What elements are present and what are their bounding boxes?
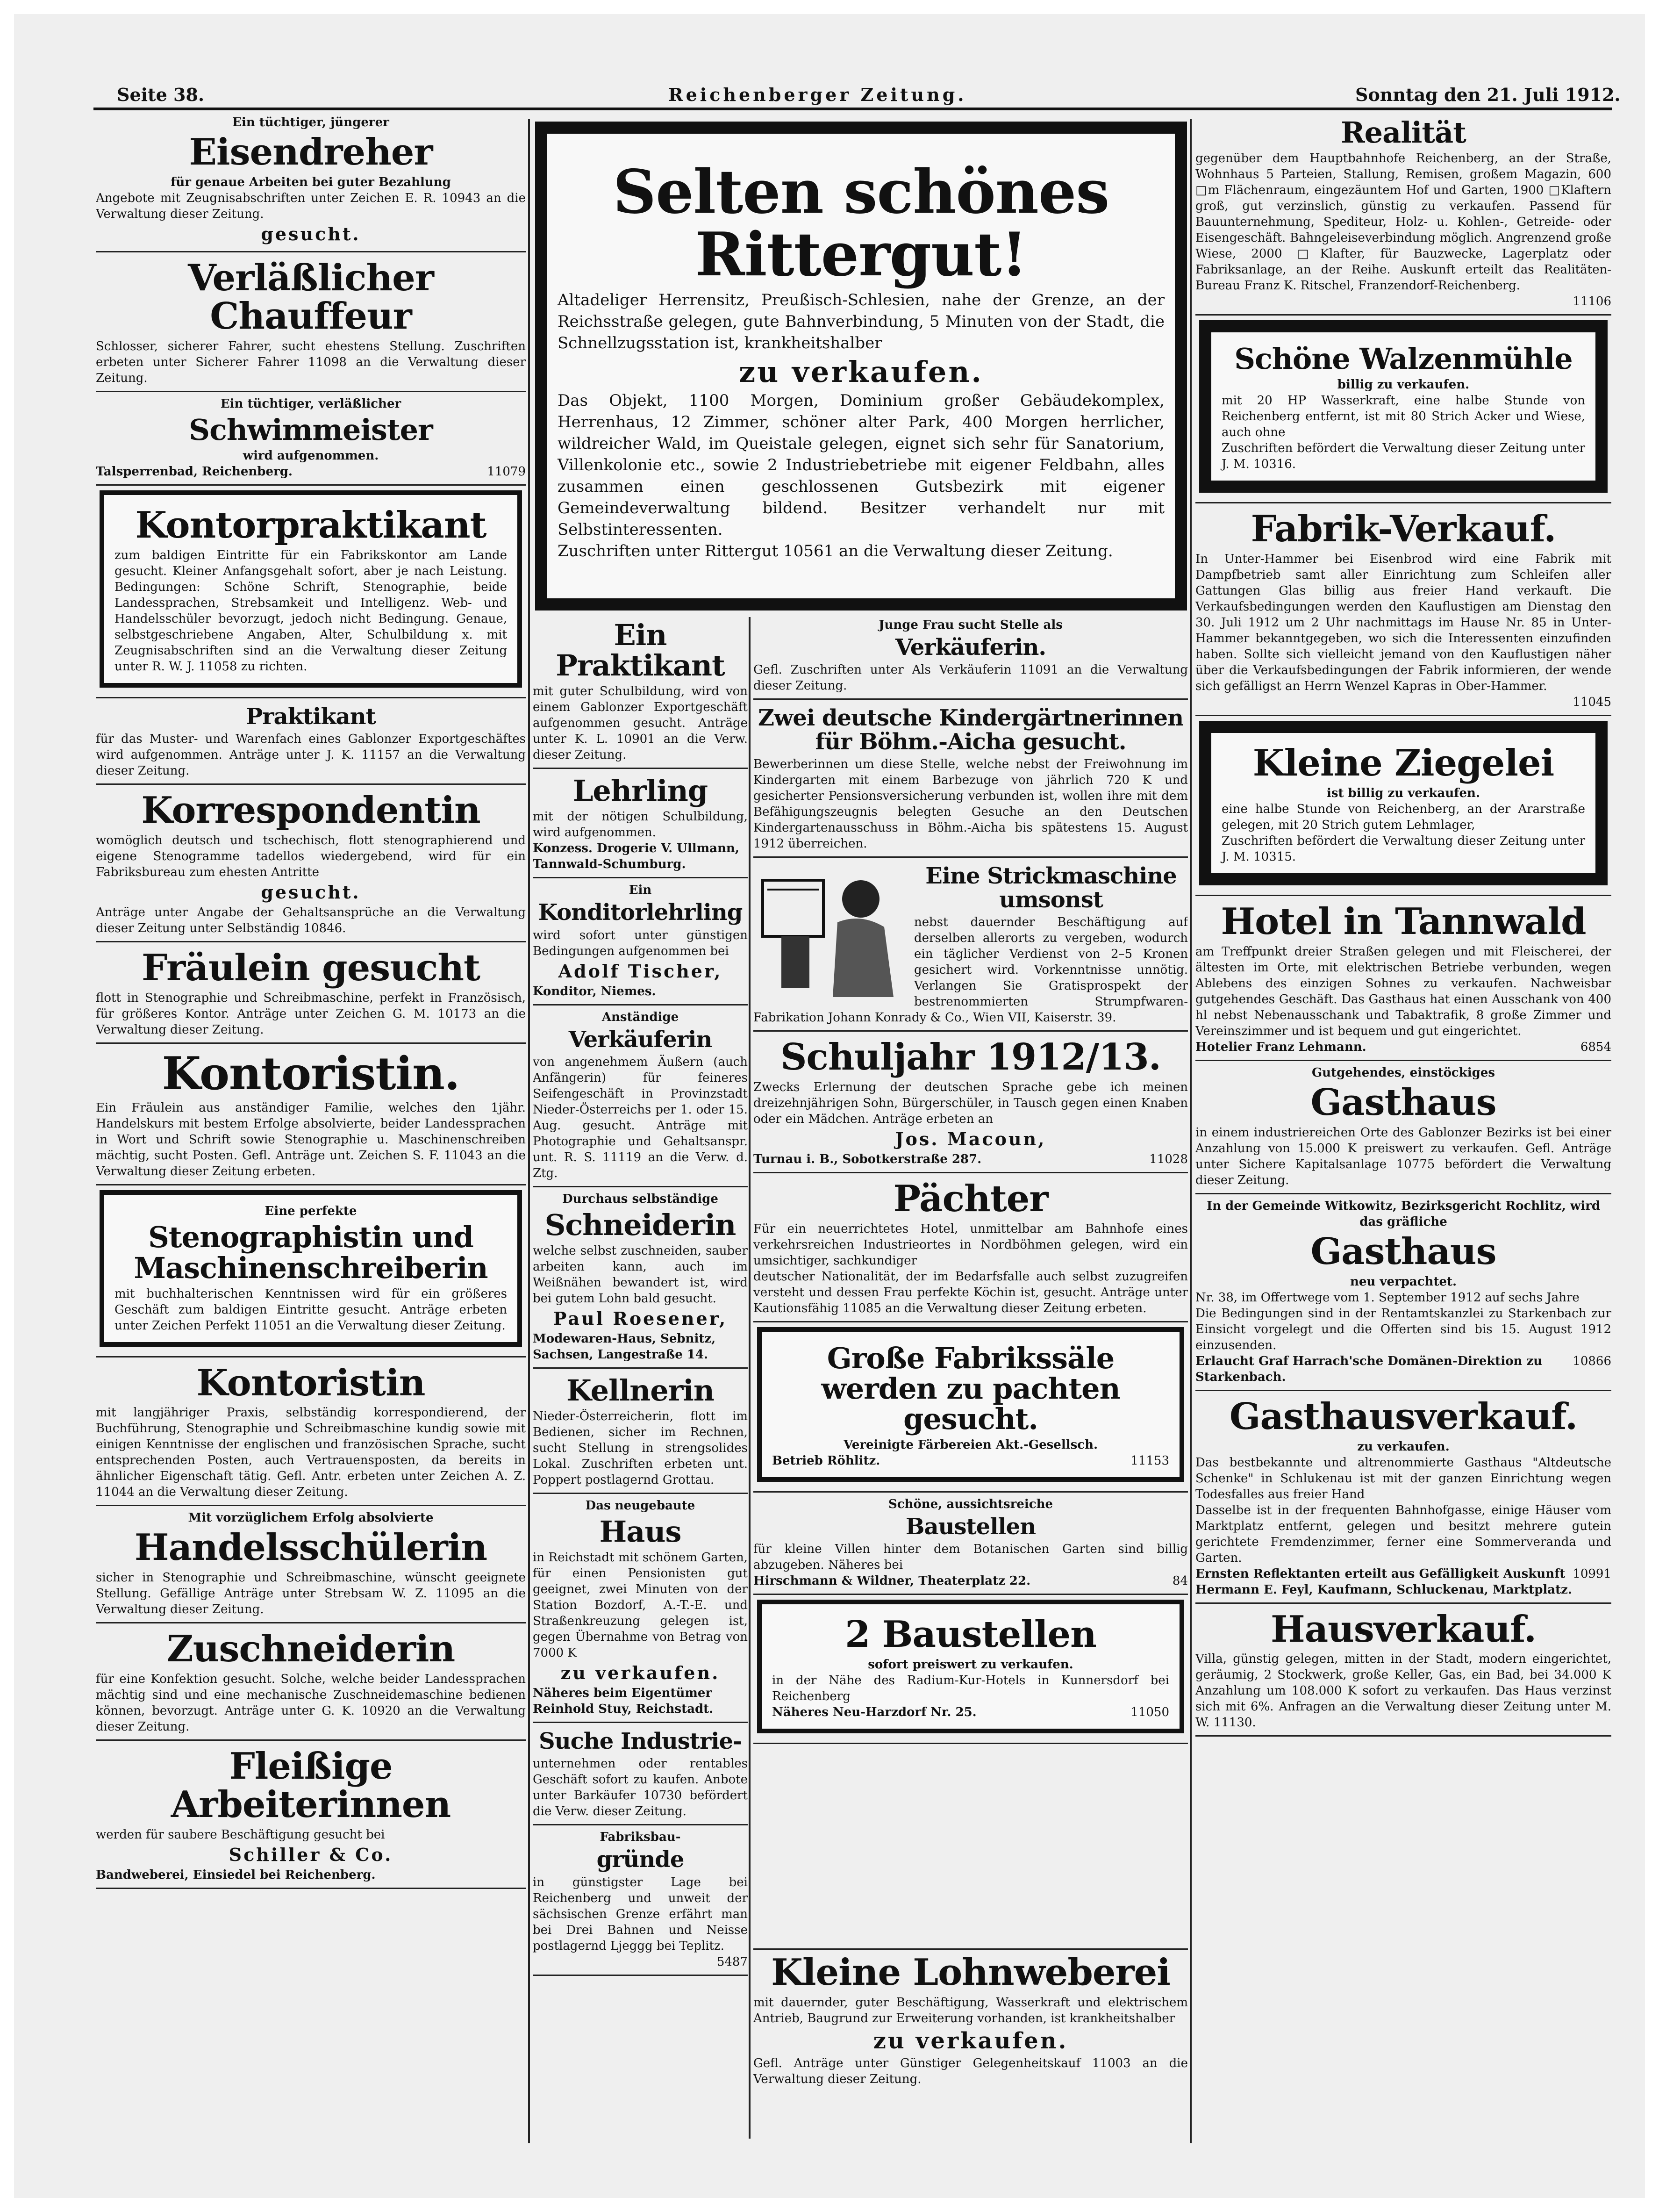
ad-title: Fabrik-Verkauf. [1251, 508, 1556, 551]
ad-footer: Konditor, Niemes. [533, 984, 656, 998]
ad-title: 2 Baustellen [845, 1613, 1096, 1656]
ad-body: Bewerberinnen um diese Stelle, welche nebst der Freiwohnung im Kindergarten mit einem Barbezuge von jährlich 720 K und gesicherter Pensionsversicherung verbunden ist, wollen ihre mit dem Befähigungszeugnis belegten Gesuche an den Deutschen Kindergartenausschuss in Böhm.-Aicha bis spätestens 15. August 1912 überreichen. [753, 757, 1188, 851]
ad-separator [753, 1594, 1188, 1595]
ad-footer-row [772, 1704, 1169, 1720]
ad-body: wird sofort unter günstigen Bedingungen aufgenommen bei [533, 928, 748, 958]
classified-ad [96, 946, 526, 1038]
ad-separator [533, 1824, 748, 1825]
ad-subtitle: zu verkaufen. [739, 354, 983, 389]
ad-body: in einem industriereichen Orte des Gablonzer Bezirks ist bei einer Anzahlung von 15.000 K preiswert zu verkaufen. Gefl. Anträge unter Sichere Kapitalsanlage 10775 befördert die Verwaltung dieser Zeitung. [1195, 1125, 1611, 1187]
ad-title: Baustellen [905, 1513, 1036, 1540]
ad-reference-number: 11050 [1130, 1705, 1169, 1720]
ad-body-2: Dasselbe ist in der frequenten Bahnhofgasse, einige Häuser vom Marktplatz entfernt, gelegen und besitzt mehrere gutein gerichtete Fremdenzimmer, ferner eine Sommerveranda und Garten. [1195, 1503, 1611, 1565]
issue-date: Sonntag den 21. Juli 1912. [1355, 84, 1621, 105]
ad-separator [533, 1186, 748, 1187]
ad-subtitle: sofort preiswert zu verkaufen. [868, 1658, 1073, 1672]
ad-title: Selten schönes Rittergut! [613, 157, 1109, 290]
ad-body: Ein Fräulein aus anständiger Familie, welches den 1jähr. Handelskurs mit bestem Erfolge absolvierte, beider Landessprachen in Wort und Schrift sowie Stenographie u. Maschinenschreiben mächtig, sucht Posten. Gefl. Anträge unt. Zeichen S. F. 11043 an die Verwaltung dieser Zeitung erbeten. [96, 1101, 526, 1179]
classified-ad [96, 1048, 526, 1180]
classified-ad [753, 617, 1188, 694]
classified-ad [96, 1510, 526, 1617]
ad-separator [533, 1722, 748, 1723]
ad-footer-row [96, 1867, 526, 1883]
ad-footer-row [753, 1151, 1188, 1167]
knitting-machine-illustration [753, 862, 908, 1002]
ad-title: Ein Praktikant [556, 618, 725, 683]
ad-body: zum baldigen Eintritte für ein Fabrikskontor am Lande gesucht. Kleiner Anfangsgehalt sofort, aber je nach Leistung. Bedingungen: Schöne Schrift, Stenographie, beide Landessprachen, Strebsamkeit und Intelligenz. Web- und Handelsschüler bevorzugt, jedoch nicht Bedingung. Genaue, selbstgeschriebene Angaben, Alter, Schulbildung x. mit Zeugnisabschriften sind an die Verwaltung dieser Zeitung unter R. W. J. 11058 zu richten. [114, 548, 507, 674]
classified-ad [96, 396, 526, 480]
ad-body: werden für saubere Beschäftigung gesucht bei [96, 1828, 385, 1842]
ad-body: Schlosser, sicherer Fahrer, sucht ehestens Stellung. Zuschriften erbeten unter Sicherer Fahrer 11098 an die Verwaltung dieser Zeitung. [96, 339, 526, 385]
ad-body: Angebote mit Zeugnisabschriften unter Zeichen E. R. 10943 an die Verwaltung dieser Zeitung. [96, 191, 526, 221]
ad-footer-row [533, 984, 748, 999]
classified-ad [96, 115, 526, 246]
classified-ad [533, 1498, 748, 1717]
ad-title: Pächter [893, 1177, 1048, 1220]
ad-reference-number: 10866 [1573, 1354, 1611, 1368]
ad-separator [96, 783, 526, 785]
ad-highlight: gesucht. [261, 881, 361, 903]
ad-body: welche selbst zuschneiden, sauber arbeiten kann, auch im Weißnähen bewandert ist, wird bei gutem Lohn bald gesucht. [533, 1244, 748, 1306]
ad-title: Kleine Lohnweberei [771, 1951, 1170, 1994]
ad-separator [96, 484, 526, 486]
ad-body: flott in Stenographie und Schreibmaschine, perfekt in Französisch, für größeres Kontor. Anträge unter Zeichen G. M. 10173 an die Verwaltung dieser Zeitung. [96, 991, 526, 1037]
ad-kicker: Eine perfekte [265, 1204, 357, 1219]
ad-title: Schuljahr 1912/13. [780, 1035, 1161, 1078]
column-divider [528, 119, 530, 2143]
ad-body: Das bestbekannte und altrenommierte Gasthaus "Altdeutsche Schenke" in Schlukenau ist mit der ganzen Einrichtung wegen Todesfalles aus freier Hand [1195, 1455, 1611, 1501]
ad-reference-number: 6854 [1580, 1040, 1611, 1054]
ad-title: Hausverkauf. [1270, 1608, 1537, 1651]
ad-separator [96, 697, 526, 698]
ad-kicker: Ein [629, 883, 652, 898]
ad-body: von angenehmem Äußern (auch Anfängerin) für feineres Seifengeschäft in Provinzstadt Nieder-Österreichs per 1. oder 15. Aug. gesucht. Anträge mit Photographie und Gehaltsanspr. unt. R. S. 11119 an die Verw. d. Ztg. [533, 1055, 748, 1180]
ad-title: Schöne Walzenmühle [1234, 342, 1573, 376]
ad-separator [1195, 314, 1611, 316]
ad-title: Suche Industrie- [539, 1728, 742, 1755]
ad-separator [96, 1505, 526, 1506]
ad-highlight: Adolf Tischer, [558, 960, 722, 982]
ad-body: mit 20 HP Wasserkraft, eine halbe Stunde von Reichenberg entfernt, ist mit 80 Strich Acker und Wiese, auch ohne [1222, 394, 1585, 440]
ad-subtitle: ist billig zu verkaufen. [1326, 786, 1480, 800]
ad-footer: Erlaucht Graf Harrach'sche Domänen-Direktion zu Starkenbach. [1195, 1354, 1543, 1384]
ad-footer: Modewaren-Haus, Sebnitz, Sachsen, Langestraße 14. [533, 1331, 716, 1362]
header-rule [93, 108, 1612, 110]
classified-ad [1195, 900, 1611, 1055]
ad-footer: Näheres beim Eigentümer Reinhold Stuy, Reichstadt. [533, 1686, 714, 1716]
ad-kicker: Das neugebaute [585, 1499, 695, 1513]
ad-body: Altadeliger Herrensitz, Preußisch-Schlesien, nahe der Grenze, an der Reichsstraße gelegen, gute Bahnverbindung, 5 Minuten von der Stadt, die Schnellzugsstation ist, krankheitshalber [558, 290, 1165, 352]
ad-separator [96, 1184, 526, 1185]
ad-title: Kleine Ziegelei [1252, 742, 1554, 785]
newspaper-title: Reichenberger Zeitung. [668, 84, 967, 105]
ad-footer: Ernsten Reflektanten erteilt aus Gefälligkeit Auskunft Hermann E. Feyl, Kaufmann, Schluckenau, Marktplatz. [1195, 1566, 1572, 1597]
ad-kicker: Fabriksbau- [600, 1830, 681, 1845]
ad-footer: Betrieb Röhlitz. [772, 1453, 880, 1468]
ad-separator [753, 1321, 1188, 1322]
ad-footer: Hotelier Franz Lehmann. [1195, 1040, 1366, 1054]
ad-body: In Unter-Hammer bei Eisenbrod wird eine Fabrik mit Dampfbetrieb samt aller Einrichtung zum Schleifen aller Gattungen Glas billig aus freier Hand verkauft. Die Verkaufsbedingungen werden den Kauflustigen am Dienstag den 30. Juli 1912 um 2 Uhr nachmittags im Hause Nr. 85 in Unter-Hammer bekanntgegeben, wo sich die Interessenten einzufinden haben. Sollte sich vielleicht jemand von den Kauflustigen näher über die Verkaufsbedingungen der Fabrik informieren, der wende sich gefälligst an Herrn Wenzel Kapras in Ober-Hammer. [1195, 552, 1611, 694]
ad-title: Konditorlehrling [538, 899, 743, 926]
classified-ad [1199, 320, 1608, 493]
ad-body: Nieder-Österreicherin, flott im Bedienen, sicher im Rechnen, sucht Stellung in strengsolides Lokal. Zuschriften erbeten unt. Poppert postlagernd Grottau. [533, 1409, 748, 1487]
ad-title: Fräulein gesucht [141, 946, 480, 989]
ad-title: gründe [596, 1846, 684, 1873]
ad-kicker: Durchaus selbständige [562, 1192, 718, 1206]
ad-subtitle: für genaue Arbeiten bei guter Bezahlung [171, 175, 451, 189]
ad-highlight: zu verkaufen. [560, 1662, 720, 1684]
ad-separator [96, 1042, 526, 1044]
ad-title: Eisendreher [189, 131, 433, 173]
ad-body: Zwecks Erlernung der deutschen Sprache gebe ich meinen dreizehnjährigen Sohn, Bürgerschüler, in Tausch gegen einen Knaben oder ein Mädchen. Anträge erbeten an [753, 1080, 1188, 1126]
ad-separator [96, 1888, 526, 1889]
ad-footer: Konzess. Drogerie V. Ullmann, Tannwald-Schumburg. [533, 841, 739, 872]
ad-body: Für ein neuerrichtetes Hotel, unmittelbar am Bahnhofe eines verkehrsreichen Industrieortes in Nordböhmen gelegen, wird ein umsichtiger, sachkundiger [753, 1221, 1188, 1268]
ad-footer-row [533, 1331, 748, 1363]
classified-ad [96, 1361, 526, 1501]
ad-kicker: Ein tüchtiger, jüngerer [232, 115, 389, 129]
ad-body: für kleine Villen hinter dem Botanischen Garten sind billig abzugeben. Näheres bei [753, 1542, 1188, 1573]
ad-title: Kontoristin [196, 1361, 425, 1404]
classified-ad [533, 617, 748, 763]
ad-body: für eine Konfektion gesucht. Solche, welche beider Landessprachen mächtig sind und eine mechanische Zuschneidemaschine bedienen können, bevorzugt. Anträge unter G. K. 10920 an die Verwaltung dieser Zeitung. [96, 1672, 526, 1734]
page-number: Seite 38. [117, 84, 205, 105]
ad-body-2: Anträge unter Angabe der Gehaltsansprüche an die Verwaltung dieser Zeitung unter Selbständig 10846. [96, 905, 526, 935]
ad-title: Eine Strickmaschine umsonst [925, 863, 1177, 913]
ad-separator [96, 941, 526, 942]
ad-body: Villa, günstig gelegen, mitten in der Stadt, modern eingerichtet, geräumig, 2 Stockwerk, große Keller, Gas, ein Bad, bei 34.000 K Anzahlung um 108.000 K sofort zu verkaufen. Das Haus verzinst sich mit 6%. Anfragen an die Verwaltung dieser Zeitung unter M. W. 11130. [1195, 1652, 1611, 1730]
ad-title: Zuschneiderin [166, 1628, 455, 1671]
classified-ad [753, 704, 1188, 852]
ad-title: Schneiderin [544, 1207, 736, 1242]
ad-footer: Näheres Neu-Harzdorf Nr. 25. [772, 1705, 977, 1720]
ad-body: sicher in Stenographie und Schreibmaschine, wünscht geeignete Stellung. Gefällige Anträge unter Strebsam W. Z. 11095 an die Verwaltung dieser Zeitung. [96, 1571, 526, 1617]
column-1 [96, 115, 526, 2139]
ad-separator [533, 877, 748, 878]
ad-separator [96, 1622, 526, 1623]
classified-ad [533, 882, 748, 999]
ad-kicker: Gutgehendes, einstöckiges [1311, 1065, 1495, 1080]
column-4 [1195, 115, 1611, 2139]
ad-footer-row [753, 1573, 1188, 1589]
ad-kicker: Schöne, aussichtsreiche [888, 1497, 1053, 1511]
ad-highlight: Paul Roesener, [553, 1308, 728, 1329]
classified-ad [753, 1496, 1188, 1589]
classified-ad [96, 256, 526, 386]
ad-separator [96, 1356, 526, 1357]
ad-reference-number: 11045 [1573, 695, 1611, 710]
ad-reference-number: 11153 [1130, 1453, 1169, 1468]
ad-subtitle: Vereinigte Färbereien Akt.-Gesellsch. [843, 1437, 1098, 1452]
ad-subtitle: neu verpachtet. [1350, 1274, 1457, 1289]
ad-footer: Talsperrenbad, Reichenberg. [96, 464, 293, 479]
classified-ad [533, 1372, 748, 1488]
rittergut-ad [535, 122, 1187, 612]
classified-ad [1195, 507, 1611, 710]
ad-title: Handelsschülerin [134, 1526, 487, 1569]
ad-title: Stenographistin und Maschinenschreiberin [134, 1220, 488, 1285]
ad-kicker: In der Gemeinde Witkowitz, Bezirksgericht Rochlitz, wird das gräfliche [1206, 1199, 1601, 1229]
classified-ad [96, 1745, 526, 1883]
ad-footer-row [1195, 1566, 1611, 1598]
ad-separator [533, 1367, 748, 1369]
ad-body: am Treffpunkt dreier Straßen gelegen und mit Fleischerei, der ältesten im Orte, mit elektrischen Betriebe verbunden, wegen Ablebens des einzigen Sohnes zu verkaufen. Nachweisbar gutgehendes Geschäft. Das Gasthaus hat einen Ausschank von 400 hl nebst Nebenausschank und Tabaktrafik, 8 große Zimmer und Vereinszimmer und ist bequem und gut eingerichtet. [1195, 944, 1611, 1038]
ad-title: Hotel in Tannwald [1221, 900, 1586, 943]
ad-body: für das Muster- und Warenfach eines Gablonzer Exportgeschäftes wird aufgenommen. Anträge unter J. K. 11157 an die Verwaltung dieser Zeitung. [96, 732, 526, 778]
ad-footer-row [96, 464, 526, 480]
ad-separator [96, 251, 526, 252]
ad-reference-number: 11028 [1149, 1152, 1188, 1166]
ad-body: gegenüber dem Hauptbahnhofe Reichenberg, an der Straße, Wohnhaus 5 Parteien, Stallung, Remisen, großem Magazin, 600 □m Flächenraum, eingezäuntem Hof und Garten, 1900 □Klaftern groß, gut verzinslich, günstig zu verkaufen. Passend für Bauunternehmung, Spediteur, Holz- u. Kohlen-, Getreide- oder Eisengeschäft. Bahngeleiseverbindung möglich. Angrenzend große Wiese, 2000 □Klafter, für Bauzwecke, Lagerplatz oder Fabriksanlage, an der Reihe. Auskunft erteilt das Realitäten-Bureau Franz K. Ritschel, Franzendorf-Reichenberg. [1195, 151, 1611, 293]
ad-title: Zwei deutsche Kindergärtnerinnen für Böhm.-Aicha gesucht. [758, 705, 1183, 755]
ad-title: Lehrling [572, 774, 708, 808]
ad-separator [1195, 1735, 1611, 1737]
ad-reference-number: 11106 [1573, 294, 1611, 309]
ad-title: Kontorpraktikant [135, 503, 486, 546]
ad-body-3: Zuschriften unter Rittergut 10561 an die Verwaltung dieser Zeitung. [558, 541, 1113, 560]
ad-separator [753, 1030, 1188, 1032]
classified-ad [753, 1035, 1188, 1167]
ad-footer: Turnau i. B., Sobotkerstraße 287. [753, 1152, 982, 1166]
ad-title: Verkäuferin [568, 1026, 712, 1053]
column-divider [749, 617, 751, 2139]
ad-body: mit der nötigen Schulbildung, wird aufgenommen. [533, 810, 748, 840]
ad-separator [96, 391, 526, 392]
ad-title: Kontoristin. [162, 1047, 460, 1100]
ad-highlight: gesucht. [261, 223, 361, 244]
classified-ad [533, 773, 748, 872]
ad-body: nebst dauernder Beschäftigung auf derselben allerorts zu vergeben, wodurch ein täglicher Verdienst von 2–5 Kronen gesichert wird. Vorkenntnisse unnötig. Verlangen Sie Gratisprospekt der bestrenommierten Strumpfwaren-Fabrikation Johann Konrady & Co., Wien VII, Kaiserstr. 39. [753, 915, 1188, 1025]
classified-ad [757, 1327, 1184, 1482]
classified-ad [757, 1600, 1184, 1733]
ad-separator [1195, 1193, 1611, 1194]
ad-body: mit buchhalterischen Kenntnissen wird für ein größeres Geschäft zum baldigen Eintritte gesucht. Anträge erbeten unter Zeichen Perfekt 11051 an die Verwaltung dieser Zeitung. [114, 1286, 507, 1333]
ad-title: Haus [599, 1515, 681, 1549]
ad-title: Realität [1341, 115, 1466, 150]
classified-ad [96, 702, 526, 779]
ad-title: Korrespondentin [141, 789, 480, 832]
ad-body-2: Zuschriften befördert die Verwaltung dieser Zeitung unter J. M. 10316. [1222, 441, 1585, 472]
column-3 [753, 617, 1188, 1940]
ad-reference-number: 84 [1172, 1574, 1188, 1588]
ad-highlight: Jos. Macoun, [895, 1128, 1046, 1149]
ad-body-2: deutscher Nationalität, der im Bedarfsfalle auch selbst zuzugreifen versteht und dessen Frau perfekte Köchin ist, gesucht. Anträge unter Kautionsfähig 11085 an die Verwaltung dieser Zeitung erbeten. [753, 1269, 1188, 1315]
ad-body-2: Das Objekt, 1100 Morgen, Dominium großer Gebäudekomplex, Herrenhaus, 12 Zimmer, schöner alter Park, 400 Morgen herrlicher, wildreicher Wald, im Queistale gelegen, eignet sich sehr für Sanatorium, Villenkolonie etc., sowie 2 Industriebetriebe mit eigener Feldbahn, alles zusammen einen geschlossenen Gutsbezirk mit eigener Gemeindeverwaltung bildend. Besitzer verhandelt nur mit Selbstinteressenten. [558, 391, 1165, 539]
lohnweberei-ad [753, 1945, 1188, 2141]
ad-title: Gasthaus [1310, 1230, 1496, 1273]
ad-subtitle: zu verkaufen. [873, 2027, 1068, 2054]
classified-ad [533, 1727, 748, 1819]
ad-subtitle: wird aufgenommen. [243, 448, 379, 463]
classified-ad [753, 862, 1188, 1026]
ad-body: in der Nähe des Radium-Kur-Hotels in Kunnersdorf bei Reichenberg [772, 1673, 1169, 1704]
classified-ad [100, 1190, 522, 1346]
column-divider [1190, 119, 1192, 2143]
ad-title: Praktikant [246, 703, 376, 730]
newspaper-page [14, 14, 1645, 2198]
classified-ad [1195, 1198, 1611, 1385]
ad-body: mit guter Schulbildung, wird von einem Gablonzer Exportgeschäft aufgenommen gesucht. Anträge unter K. L. 10901 an die Verw. dieser Zeitung. [533, 684, 748, 762]
ad-separator [533, 1493, 748, 1494]
ad-body: in Reichstadt mit schönem Garten, für einen Pensionisten gut geeignet, zwei Minuten von der Station Bozdorf, A.-T.-E. und Straßenkreuzung gelegen ist, gegen Übernahme von Betrag von 7000 K [533, 1551, 748, 1660]
ad-title: Fleißige Arbeiterinnen [171, 1745, 451, 1826]
classified-ad [533, 1009, 748, 1181]
ad-highlight: Schiller & Co. [229, 1844, 393, 1866]
ad-separator [533, 1004, 748, 1005]
classified-ad [96, 1627, 526, 1735]
ad-separator [533, 768, 748, 769]
ad-separator [753, 698, 1188, 700]
classified-ad [1195, 1395, 1611, 1598]
ad-reference-number: 5487 [716, 1954, 748, 1969]
ad-title: Verläßlicher Chauffeur [188, 256, 434, 338]
ad-separator [1195, 715, 1611, 716]
column-2 [533, 617, 748, 2139]
ad-footer: Hirschmann & Wildner, Theaterplatz 22. [753, 1574, 1031, 1588]
ad-kicker: Anständige [601, 1010, 679, 1024]
ad-footer-row [1195, 294, 1611, 309]
ad-footer-row [1195, 1353, 1611, 1385]
ad-separator [1195, 1602, 1611, 1604]
ad-footer-row [1195, 694, 1611, 710]
ad-title: Schwimmeister [189, 412, 433, 447]
classified-ad [533, 1191, 748, 1363]
ad-body: eine halbe Stunde von Reichenberg, an der Ararstraße gelegen, mit 20 Strich gutem Lehmlager, [1222, 802, 1585, 832]
ad-footer-row [533, 840, 748, 872]
classified-ad [100, 490, 522, 688]
classified-ad [96, 789, 526, 936]
classified-ad [1199, 721, 1608, 885]
ad-footer-row [533, 1954, 748, 1970]
ad-footer-row [533, 1685, 748, 1717]
ad-body: Nr. 38, im Offertwege vom 1. September 1912 auf sechs Jahre [1195, 1290, 1580, 1305]
classified-ad [533, 1829, 748, 1969]
ad-title: Verkäuferin. [895, 634, 1046, 661]
ad-separator [533, 1975, 748, 1976]
ad-separator [753, 1491, 1188, 1493]
classified-ad [753, 1177, 1188, 1316]
ad-separator [96, 1739, 526, 1741]
ad-kicker: Mit vorzüglichem Erfolg absolvierte [188, 1511, 434, 1525]
ad-reference-number: 10991 [1573, 1566, 1611, 1581]
ad-body: Gefl. Zuschriften unter Als Verkäuferin 11091 an die Verwaltung dieser Zeitung. [753, 663, 1188, 693]
ad-kicker: Ein tüchtiger, verläßlicher [220, 396, 401, 411]
ad-body-2: Zuschriften befördert die Verwaltung dieser Zeitung unter J. M. 10315. [1222, 833, 1585, 864]
ad-footer: Bandweberei, Einsiedel bei Reichenberg. [96, 1867, 376, 1882]
ad-footer-row [1195, 1039, 1611, 1055]
ad-subtitle: billig zu verkaufen. [1337, 378, 1470, 392]
ad-title: Kellnerin [566, 1373, 714, 1408]
ad-separator [753, 1172, 1188, 1173]
classified-ad [1195, 1608, 1611, 1731]
ad-body-2: Die Bedingungen sind in der Rentamtskanzlei zu Starkenbach zur Einsicht vorgelegt und die Offerten sind bis 15. August 1912 einzusenden. [1195, 1306, 1611, 1352]
ad-body: mit langjähriger Praxis, selbständig korrespondierend, der Buchführung, Stenographie und Schreibmaschine kundig sowie mit einigen Kenntnisse der englischen und französischen Sprache, sucht entsprechenden Posten, auch Vertrauensposten, da bereits in ähnlicher Eigenschaft tätig. Gefl. Antr. erbeten unter Zeichen A. Z. 11044 an die Verwaltung dieser Zeitung. [96, 1406, 526, 1500]
ad-reference-number: 11079 [487, 464, 526, 479]
ad-separator [753, 856, 1188, 858]
ad-subtitle: zu verkaufen. [1357, 1439, 1450, 1454]
ad-title: Große Fabrikssäle werden zu pachten gesucht. [821, 1341, 1120, 1436]
ad-title: Gasthaus [1310, 1081, 1496, 1124]
ad-body: mit dauernder, guter Beschäftigung, Wasserkraft und elektrischem Antrieb, Baugrund zur Erweiterung vorhanden, ist krankheitshalber [753, 1995, 1188, 2025]
ad-body: in günstigster Lage bei Reichenberg und unweit der sächsischen Grenze erfährt man bei Drei Bahnen und Neisse postlagernd Ljeggg bei Teplitz. [533, 1875, 748, 1953]
ad-separator [753, 1743, 1188, 1744]
classified-ad [1195, 1065, 1611, 1188]
ad-body: womöglich deutsch und tschechisch, flott stenographierend und eigene Stenogramme tadellos wiedergebend, wird für ein Fabriksbureau zum ehesten Antritte [96, 833, 526, 879]
ad-separator [1195, 895, 1611, 896]
ad-body: unternehmen oder rentables Geschäft sofort zu kaufen. Anbote unter Barkäufer 10730 befördert die Verw. dieser Zeitung. [533, 1757, 748, 1819]
ad-separator [1195, 1060, 1611, 1061]
ad-separator [1195, 502, 1611, 503]
ad-footer-row [772, 1453, 1169, 1469]
ad-body-2: Gefl. Anträge unter Günstiger Gelegenheitskauf 11003 an die Verwaltung dieser Zeitung. [753, 2056, 1188, 2087]
ad-title: Gasthausverkauf. [1229, 1395, 1578, 1438]
ad-separator [1195, 1390, 1611, 1391]
ad-kicker: Junge Frau sucht Stelle als [879, 618, 1063, 632]
classified-ad [1195, 115, 1611, 309]
